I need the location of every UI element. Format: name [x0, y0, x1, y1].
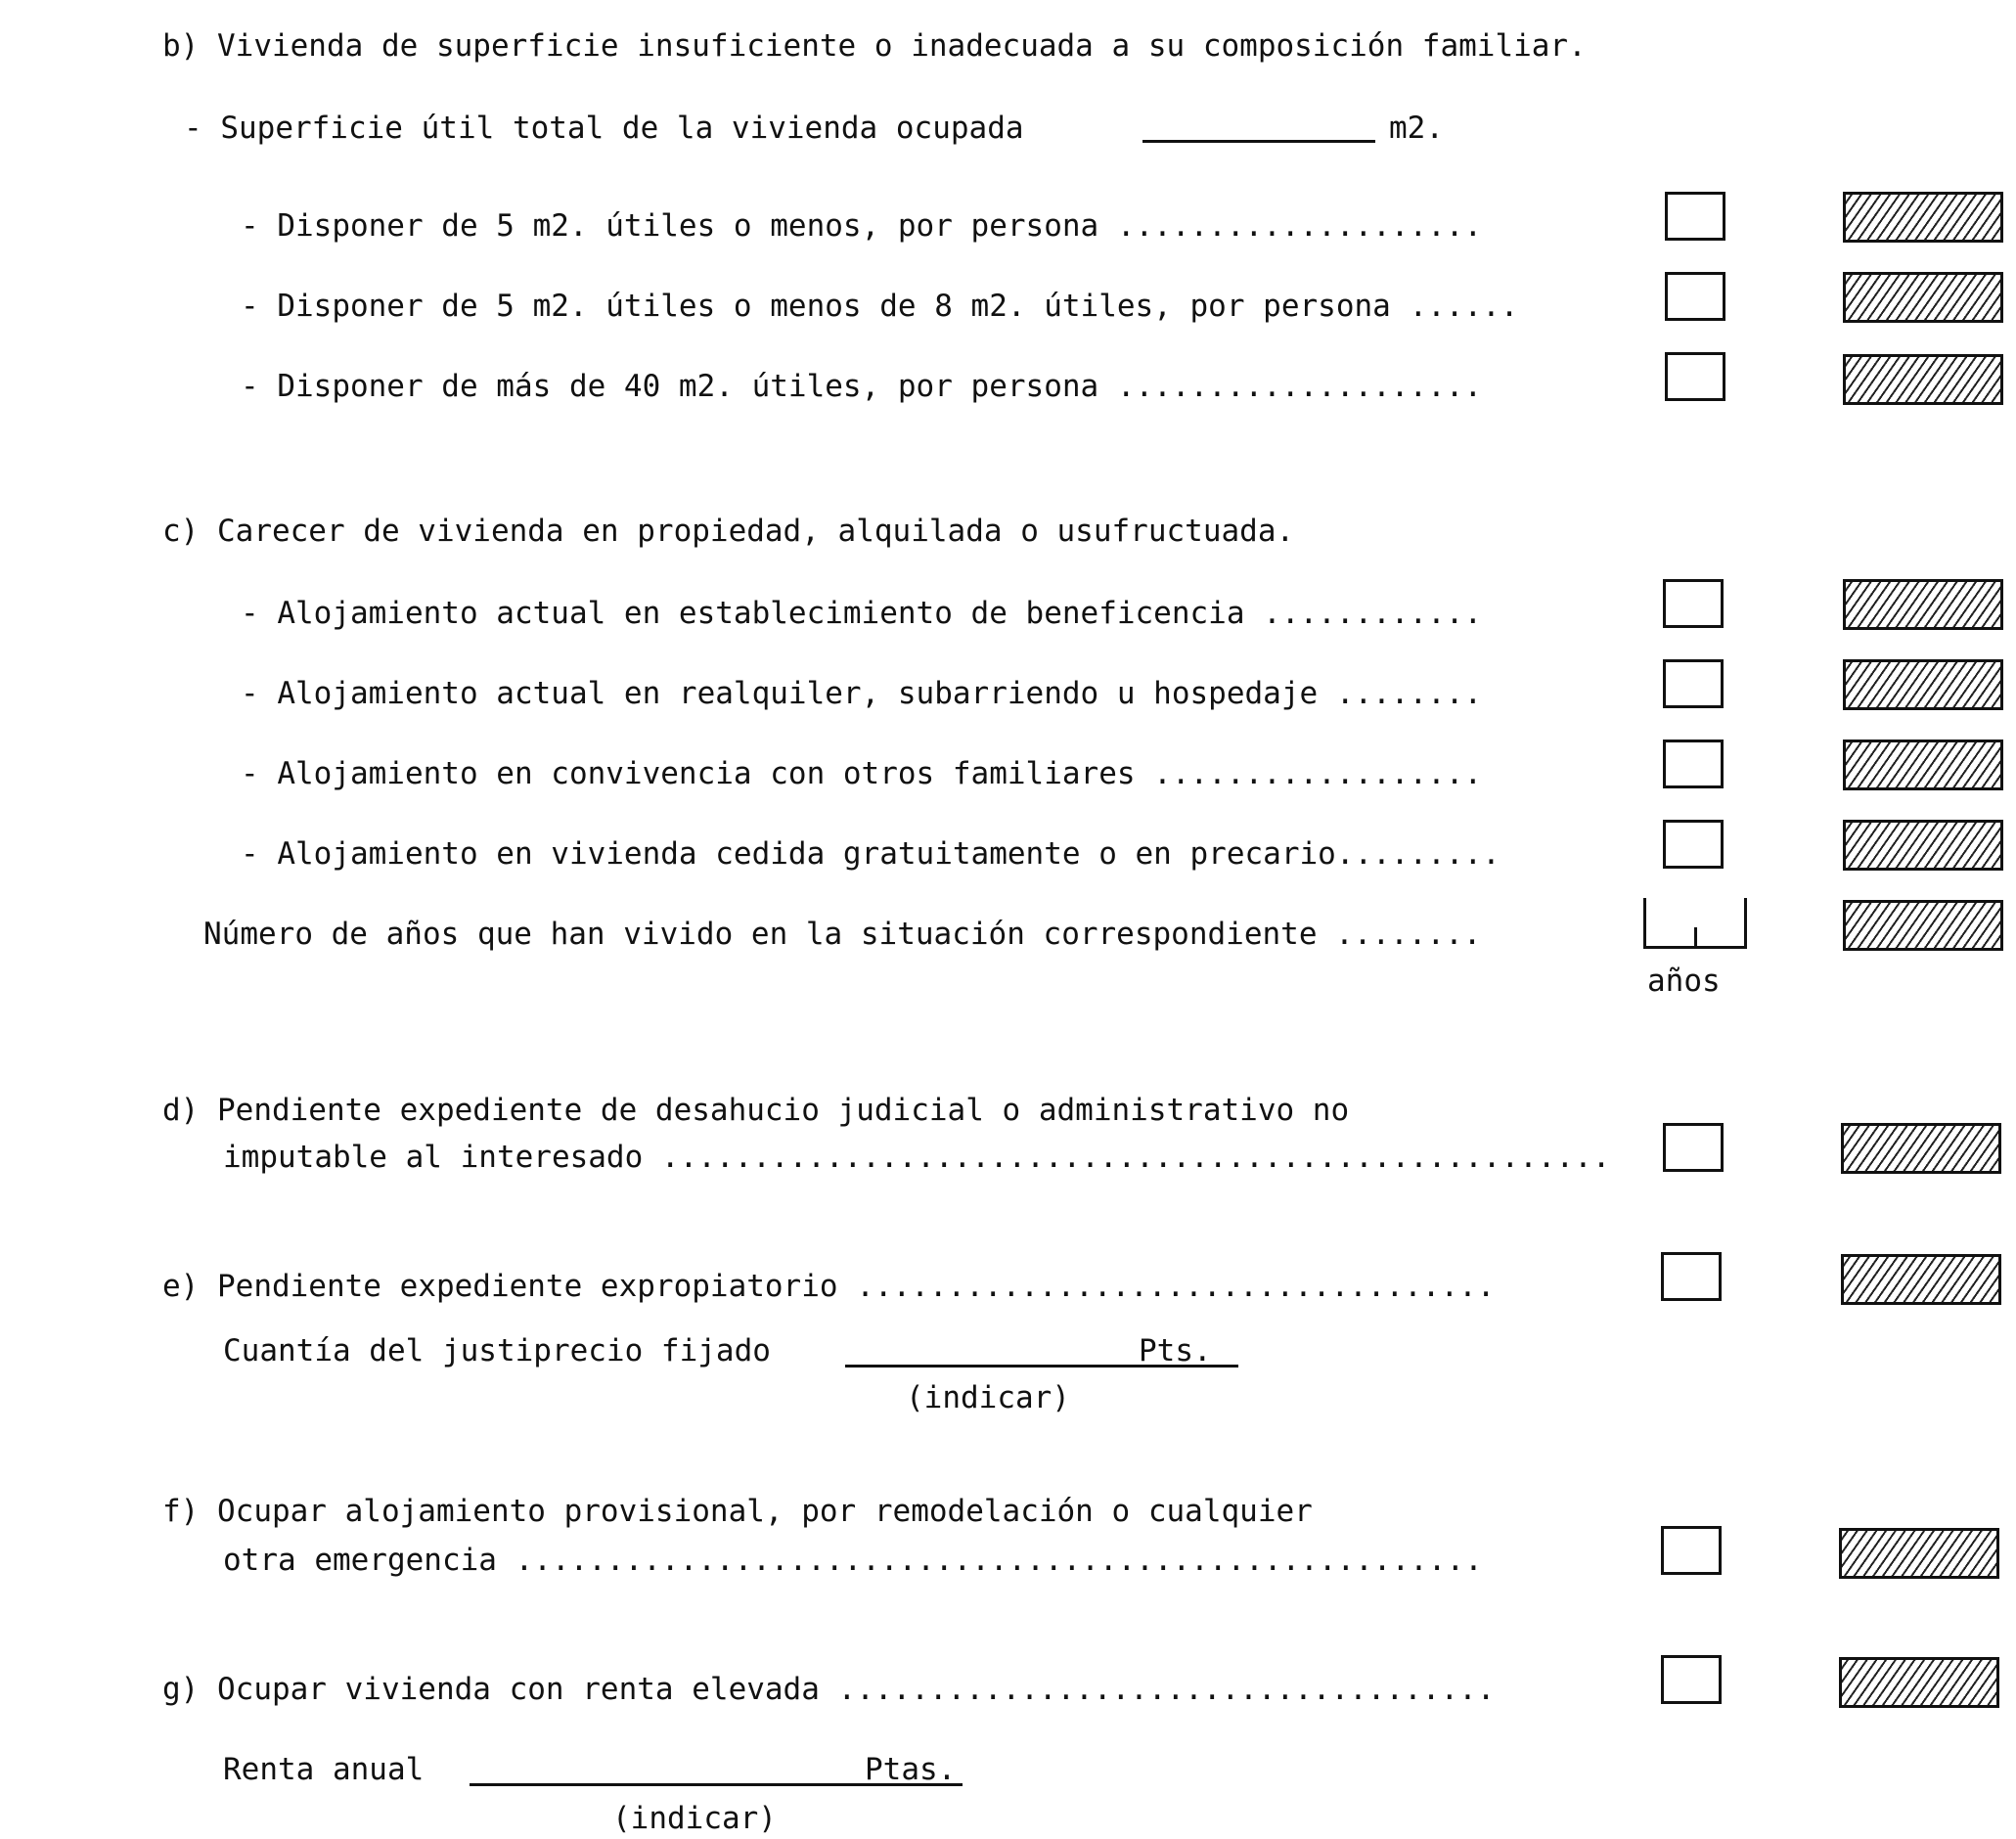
justiprecio-label: Cuantía del justiprecio fijado [223, 1333, 771, 1368]
years-shaded-box [1843, 900, 2003, 951]
section-e-checkbox[interactable] [1661, 1252, 1722, 1301]
section-e-line-1: e) Pendiente expediente expropiatorio ................................... [162, 1269, 1496, 1304]
section-c-item-4: - Alojamiento en vivienda cedida gratuitamente o en precario......... [241, 836, 1501, 872]
section-d-checkbox[interactable] [1663, 1123, 1724, 1172]
section-d-line-1: d) Pendiente expediente de desahucio judicial o administrativo no [162, 1093, 1350, 1128]
section-d-shaded-box [1841, 1123, 2001, 1174]
section-b-item-1: - Disponer de 5 m2. útiles o menos, por persona .................... [241, 208, 1483, 244]
section-c-item-2: - Alojamiento actual en realquiler, subarriendo u hospedaje ........ [241, 676, 1483, 711]
rent-unit: Ptas. [865, 1752, 957, 1787]
section-c-item-2-shaded-box [1843, 659, 2003, 710]
section-d-line-2: imputable al interesado .................................................... [223, 1140, 1611, 1175]
section-b-item-1-checkbox[interactable] [1665, 192, 1725, 241]
section-c-item-4-shaded-box [1843, 820, 2003, 871]
section-b-item-2: - Disponer de 5 m2. útiles o menos de 8 m2. útiles, por persona ...... [241, 289, 1519, 324]
years-unit: años [1647, 964, 1721, 999]
surface-label: - Superficie útil total de la vivienda ocupada [184, 111, 1024, 146]
section-c-item-3-shaded-box [1843, 740, 2003, 790]
section-b-item-3-checkbox[interactable] [1665, 352, 1725, 401]
section-b-item-3: - Disponer de más de 40 m2. útiles, por persona .................... [241, 369, 1483, 404]
section-f-shaded-box [1839, 1528, 1999, 1579]
justiprecio-hint: (indicar) [906, 1380, 1070, 1415]
surface-input-line[interactable] [1142, 140, 1375, 143]
section-c-item-1-checkbox[interactable] [1663, 579, 1724, 628]
section-b-heading: b) Vivienda de superficie insuficiente o inadecuada a su composición familiar. [162, 28, 1587, 64]
section-c-item-2-checkbox[interactable] [1663, 659, 1724, 708]
section-c-heading: c) Carecer de vivienda en propiedad, alquilada o usufructuada. [162, 514, 1295, 549]
section-c-item-1-shaded-box [1843, 579, 2003, 630]
surface-unit: m2. [1389, 111, 1444, 146]
section-b-item-1-shaded-box [1843, 192, 2003, 243]
justiprecio-unit: Pts. [1139, 1333, 1212, 1368]
section-b-item-2-shaded-box [1843, 272, 2003, 323]
section-c-item-4-checkbox[interactable] [1663, 820, 1724, 869]
section-b-item-3-shaded-box [1843, 354, 2003, 405]
section-g-line-1: g) Ocupar vivienda con renta elevada .................................... [162, 1672, 1496, 1707]
section-c-item-3: - Alojamiento en convivencia con otros familiares .................. [241, 756, 1483, 791]
section-g-shaded-box [1839, 1657, 1999, 1708]
section-f-line-2: otra emergencia ..................................................... [223, 1543, 1483, 1578]
rent-hint: (indicar) [612, 1801, 777, 1836]
section-c-item-3-checkbox[interactable] [1663, 740, 1724, 788]
section-c-item-1: - Alojamiento actual en establecimiento de beneficencia ............ [241, 596, 1483, 631]
rent-label: Renta anual [223, 1752, 425, 1787]
years-input-box[interactable] [1643, 898, 1747, 949]
section-f-checkbox[interactable] [1661, 1526, 1722, 1575]
section-g-checkbox[interactable] [1661, 1655, 1722, 1704]
years-label: Número de años que han vivido en la situación correspondiente ........ [203, 917, 1482, 952]
section-b-item-2-checkbox[interactable] [1665, 272, 1725, 321]
section-e-shaded-box [1841, 1254, 2001, 1305]
section-f-line-1: f) Ocupar alojamiento provisional, por remodelación o cualquier [162, 1494, 1313, 1529]
